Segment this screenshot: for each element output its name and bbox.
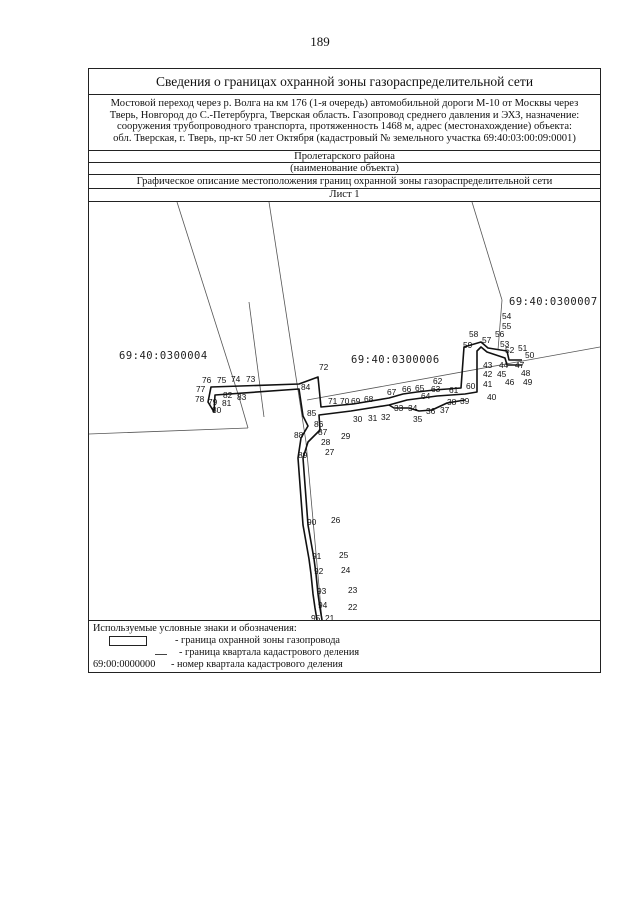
boundary-point-label: 25 — [339, 550, 349, 560]
legend-item-quarter-border — [93, 647, 598, 659]
boundary-point-label: 61 — [449, 385, 459, 395]
description-line: Тверь, Новгород до С.-Петербурга, Тверская область. Газопровод среднего давления и ЭХЗ, назначение: — [109, 109, 580, 121]
legend-zone-text: - граница охранной зоны газопровода — [175, 635, 341, 646]
legend-heading: Используемые условные знаки и обозначения: — [93, 623, 297, 634]
boundary-point-label: 76 — [202, 375, 212, 385]
boundary-point-label: 55 — [502, 321, 512, 331]
boundary-point-label: 27 — [325, 447, 335, 457]
boundary-point-label: 45 — [497, 369, 507, 379]
boundary-point-label: 31 — [368, 413, 378, 423]
boundary-point-label: 78 — [195, 394, 205, 404]
document-frame — [88, 68, 601, 673]
boundary-point-label: 35 — [413, 414, 423, 424]
boundary-point-label: 40 — [487, 392, 497, 402]
boundary-point-label: 93 — [317, 586, 327, 596]
boundary-point-label: 36 — [426, 406, 436, 416]
boundary-point-label: 75 — [217, 375, 227, 385]
boundary-point-label: 81 — [222, 398, 232, 408]
boundary-point-label: 69 — [351, 396, 361, 406]
legend-quarter-number-text: - номер квартала кадастрового деления — [171, 659, 343, 670]
boundary-point-label: 50 — [525, 350, 535, 360]
boundary-point-label: 74 — [231, 374, 241, 384]
boundary-point-label: 47 — [515, 360, 525, 370]
boundary-point-label: 90 — [307, 517, 317, 527]
boundary-point-label: 22 — [348, 602, 358, 612]
district-name: Пролетарского района — [89, 151, 600, 163]
boundary-point-label: 77 — [196, 384, 206, 394]
boundary-point-label: 68 — [364, 394, 374, 404]
boundary-point-label: 56 — [495, 329, 505, 339]
quarter-border-line — [89, 428, 248, 434]
boundary-point-label: 54 — [502, 311, 512, 321]
boundary-point-label: 79 — [208, 397, 218, 407]
boundary-map — [89, 201, 600, 621]
boundary-point-label: 66 — [402, 384, 412, 394]
legend-quarter-border-text: - граница квартала кадастрового деления — [179, 647, 360, 658]
boundary-point-label: 49 — [523, 377, 533, 387]
boundary-point-label: 86 — [314, 419, 324, 429]
quarter-number-label: 69:40:0300004 — [119, 350, 208, 362]
boundary-point-label: 84 — [301, 382, 311, 392]
boundary-point-label: 72 — [319, 362, 329, 372]
quarter-border-line — [177, 202, 239, 397]
description-line: сооружения трубопроводного транспорта, протяженность 1468 м, адрес (местонахождение) объекта: — [117, 121, 572, 133]
graphic-caption: Графическое описание местоположения границ охранной зоны газораспределительной сети — [89, 175, 600, 189]
object-caption: (наименование объекта) — [89, 163, 600, 175]
boundary-point-label: 62 — [433, 376, 443, 386]
boundary-point-label: 34 — [408, 403, 418, 413]
document-title: Сведения о границах охранной зоны газораспределительной сети — [89, 69, 600, 95]
boundary-point-label: 30 — [353, 414, 363, 424]
sheet-label: Лист 1 — [329, 189, 360, 200]
legend — [93, 623, 598, 671]
boundary-point-label: 73 — [246, 374, 256, 384]
boundary-point-label: 82 — [223, 390, 233, 400]
boundary-point-label: 60 — [466, 381, 476, 391]
boundary-point-label: 94 — [318, 600, 328, 610]
boundary-point-label: 95 — [311, 613, 321, 620]
quarter-number-label: 69:40:0300007 — [509, 296, 598, 308]
quarter-number-sample: 69:00:0000000 — [93, 659, 156, 670]
boundary-point-label: 88 — [294, 430, 304, 440]
object-description — [89, 95, 600, 151]
page-number: 189 — [310, 34, 330, 49]
zone-symbol — [109, 636, 147, 646]
quarter-border-line — [249, 302, 264, 417]
boundary-point-label: 29 — [341, 431, 351, 441]
boundary-point-label: 83 — [237, 392, 247, 402]
boundary-point-label: 57 — [482, 335, 492, 345]
boundary-point-label: 87 — [318, 427, 328, 437]
description-line: обл. Тверская, г. Тверь, пр-кт 50 лет Октября (кадастровый № земельного участка 69:40:03:00:09:0001) — [113, 132, 576, 144]
boundary-point-label: 46 — [505, 377, 515, 387]
boundary-point-label: 32 — [381, 412, 391, 422]
boundary-point-label: 51 — [518, 343, 528, 353]
boundary-point-label: 67 — [387, 387, 397, 397]
boundary-point-label: 43 — [483, 360, 493, 370]
legend-item-zone — [93, 635, 598, 647]
boundary-point-label: 26 — [331, 515, 341, 525]
boundary-point-label: 65 — [415, 383, 425, 393]
boundary-point-label: 37 — [440, 405, 450, 415]
boundary-point-label: 44 — [499, 360, 509, 370]
quarter-number-label: 69:40:0300006 — [351, 354, 440, 366]
boundary-point-label: 85 — [307, 408, 317, 418]
boundary-point-label: 39 — [460, 396, 470, 406]
boundary-point-label: 41 — [483, 379, 493, 389]
boundary-point-label: 58 — [469, 329, 479, 339]
boundary-point-label: 71 — [328, 396, 338, 406]
boundary-point-label: 42 — [483, 369, 493, 379]
quarter-border-line — [472, 202, 502, 300]
description-line: Мостовой переход через р. Волга на км 176 (1-я очередь) автомобильной дороги М-10 от Москвы через — [110, 98, 579, 109]
boundary-point-label: 91 — [312, 551, 322, 561]
boundary-point-label: 52 — [505, 345, 515, 355]
boundary-point-label: 33 — [394, 403, 404, 413]
legend-item-quarter-number — [93, 659, 598, 671]
boundary-point-label: 70 — [340, 396, 350, 406]
boundary-point-label: 64 — [421, 391, 431, 401]
boundary-point-label: 63 — [431, 384, 441, 394]
boundary-point-label: 24 — [341, 565, 351, 575]
quarter-border-line — [269, 202, 306, 442]
boundary-map-drawing — [89, 202, 600, 620]
quarter-border-symbol — [155, 654, 167, 655]
boundary-point-label: 80 — [212, 405, 222, 415]
boundary-point-label: 28 — [321, 437, 331, 447]
boundary-point-label: 38 — [447, 397, 457, 407]
boundary-point-label: 23 — [348, 585, 358, 595]
boundary-point-label: 48 — [521, 368, 531, 378]
boundary-point-label: 89 — [298, 450, 308, 460]
boundary-point-label: 92 — [314, 566, 324, 576]
boundary-point-label: 53 — [500, 339, 510, 349]
boundary-point-label: 21 — [325, 613, 335, 620]
boundary-point-label: 59 — [463, 340, 473, 350]
